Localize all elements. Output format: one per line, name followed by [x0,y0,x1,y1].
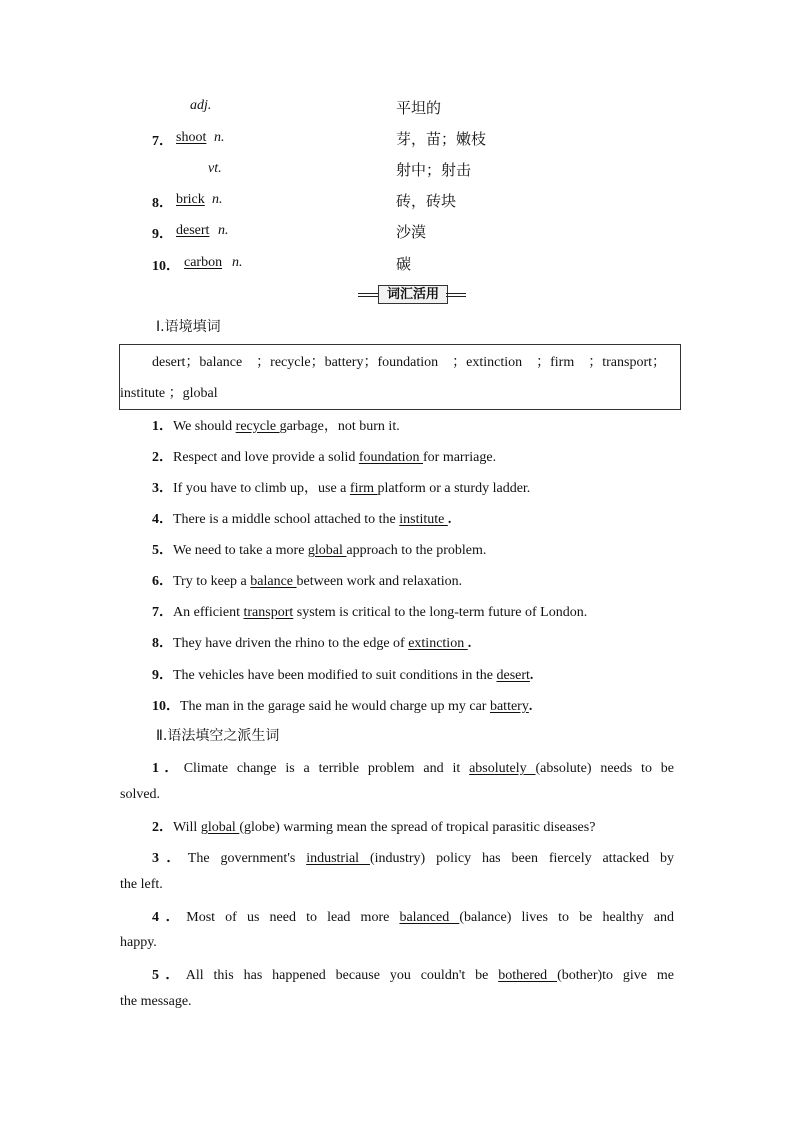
fill-item [152,415,400,435]
answer-blank: balanced [399,910,460,925]
answer-blank: battery [489,699,529,714]
answer-blank: extinction [408,636,468,651]
item-text-before: Respect and love provide a solid [173,450,359,465]
fill-item [152,446,496,466]
banner-rule-left [358,293,378,297]
vocab-word: carbon [184,255,223,270]
vocab-pos: adj. [190,98,212,113]
fill-item [152,539,486,559]
item-text-after: (globe) warming mean the spread of tropical parasitic diseases? [239,820,596,835]
derivative-item [120,847,674,867]
answer-blank: institute [399,512,448,527]
item-number: 6． [152,574,173,589]
answer-blank: industrial [306,851,370,866]
item-continuation: happy. [120,935,157,950]
item-text-before: They have driven the rhino to the edge of [173,636,409,651]
vocab-pos: n. [214,130,225,145]
fill-item [152,664,533,684]
item-text-after: . [467,636,472,651]
item-text-after: for marriage. [423,450,497,465]
item-number: 3． [152,481,173,496]
item-number: 1． [152,761,184,776]
answer-blank: foundation [358,450,423,465]
derivative-item [152,816,595,836]
answer-blank: transport [243,605,294,620]
item-text-after: platform or a sturdy ladder. [377,481,531,496]
item-text-before: Try to keep a [173,574,251,589]
item-text-before: The man in the garage said he would charge up my car [180,699,490,714]
answer-blank: firm [349,481,378,496]
answer-blank: global [200,820,240,835]
vocab-meaning: 芽，苗；嫩枝 [396,130,487,148]
item-text-after: (balance) lives to be healthy and [459,910,674,925]
item-text-before: The vehicles have been modified to suit conditions in the [173,668,497,683]
answer-blank: global [307,543,347,558]
answer-blank: bothered [498,968,558,983]
vocab-meaning: 沙漠 [396,223,427,241]
item-text-before: An efficient [173,605,244,620]
item-text-after: approach to the problem. [346,543,487,558]
item-text-after: garbage，not burn it. [279,419,400,434]
vocab-pos: n. [218,223,229,238]
answer-blank: absolutely [469,761,536,776]
derivative-item [120,964,674,984]
item-number: 5． [152,968,186,983]
vocab-meaning: 射中；射击 [396,161,472,179]
fill-item [152,477,530,497]
vocab-meaning: 碳 [396,255,412,273]
item-text-after: . [529,668,534,683]
item-continuation: solved. [120,787,161,802]
item-number: 8． [152,636,173,651]
fill-item [152,508,451,528]
banner-title: 词汇活用 [378,285,448,304]
vocab-number: 8． [152,196,173,211]
item-text-before: There is a middle school attached to the [173,512,400,527]
item-text-after: system is critical to the long-term future of London. [293,605,588,620]
item-number: 1． [152,419,173,434]
item-text-before: Climate change is a terrible problem and it [183,761,470,776]
word-bank-line1: desert；balance ；recycle；battery；foundation ；extinction ；firm ；transport； [152,355,666,370]
item-text-after: . [528,699,533,714]
item-number: 3． [152,851,188,866]
fill-item [152,570,462,590]
vocab-word: brick [176,192,205,207]
word-bank-box [119,344,681,410]
item-number: 2． [152,450,173,465]
vocab-pos: n. [212,192,223,207]
word-bank-line2: institute ；global [120,386,218,401]
item-continuation: the message. [120,994,192,1009]
vocab-number: 10． [152,259,180,274]
item-text-before: Will [173,820,201,835]
answer-blank: balance [250,574,297,589]
answer-blank: desert [496,668,530,683]
item-text-after: between work and relaxation. [296,574,463,589]
vocab-word: desert [176,223,210,238]
vocab-meaning: 砖，砖块 [396,192,457,210]
derivative-item [120,906,674,926]
vocab-word: shoot [176,130,207,145]
item-number: 10． [152,699,180,714]
derivative-item [120,757,674,777]
item-text-before: If you have to climb up，use a [173,481,350,496]
answer-blank: recycle [235,419,280,434]
vocab-meaning: 平坦的 [396,99,442,117]
item-number: 7． [152,605,173,620]
fill-item [152,695,532,715]
vocab-number: 7． [152,134,173,149]
item-text-after: (bother)to give me [557,968,674,983]
item-text-before: The government's [187,851,307,866]
fill-item [152,601,587,621]
item-text-before: We need to take a more [173,543,308,558]
item-number: 9． [152,668,173,683]
item-number: 2． [152,820,173,835]
vocab-number: 9． [152,227,173,242]
vocab-pos: n. [232,255,243,270]
item-text-after: (industry) policy has been fiercely attacked by [369,851,674,866]
part2-heading: Ⅱ.语法填空之派生词 [156,728,280,744]
item-number: 4． [152,512,173,527]
item-text-before: Most of us need to lead more [186,910,400,925]
item-number: 5． [152,543,173,558]
item-text-after: . [447,512,452,527]
item-text-after: (absolute) needs to be [535,761,675,776]
item-number: 4． [152,910,187,925]
item-text-before: All this has happened because you couldn't be [185,968,499,983]
item-continuation: the left. [120,877,163,892]
fill-item [152,632,471,652]
part1-heading: Ⅰ.语境填词 [156,319,221,335]
vocab-pos: vt. [208,161,222,176]
banner-rule-right [446,293,466,297]
item-text-before: We should [173,419,236,434]
section-banner [358,285,466,303]
